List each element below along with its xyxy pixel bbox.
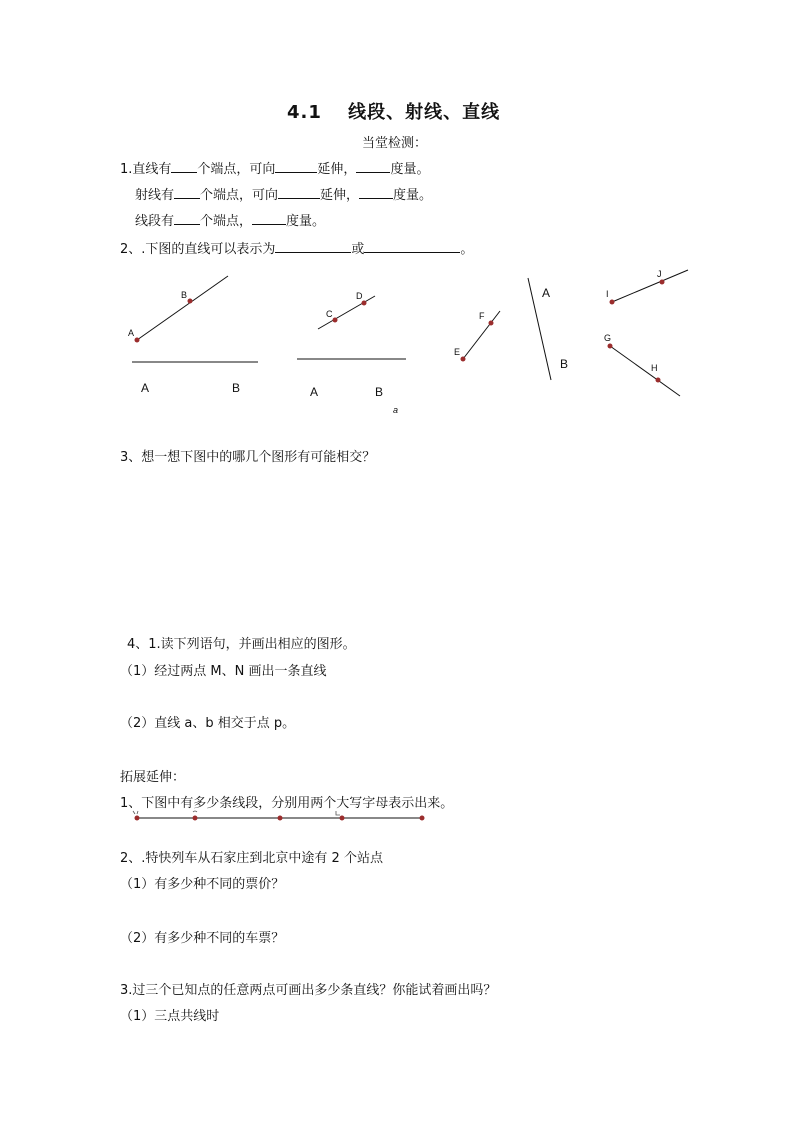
ext-q2-item2: （2）有多少种不同的车票？ bbox=[120, 931, 285, 946]
q1-line1: 1.直线有 个端点，可向 延伸， 度量。 bbox=[120, 162, 430, 177]
ext-point-5 bbox=[420, 816, 425, 821]
label-A4: A bbox=[542, 286, 551, 300]
ext-heading: 拓展延伸： bbox=[120, 770, 186, 785]
q4-text: 4、1.读下列语句，并画出相应的图形。 bbox=[127, 637, 356, 652]
label-B3: B bbox=[375, 385, 384, 399]
q1-line3: 线段有 个端点， 度量。 bbox=[135, 214, 326, 229]
point-J bbox=[660, 280, 665, 285]
label-B: B bbox=[181, 290, 188, 300]
line-AB bbox=[137, 276, 228, 340]
ray-GH bbox=[610, 346, 680, 396]
point-D bbox=[362, 301, 367, 306]
point-A bbox=[135, 338, 140, 343]
label-B4: B bbox=[560, 357, 569, 371]
ext-point-2 bbox=[193, 816, 198, 821]
point-E bbox=[461, 357, 466, 362]
label-G: G bbox=[604, 333, 612, 343]
point-F bbox=[489, 321, 494, 326]
point-B bbox=[188, 299, 193, 304]
label-D: D bbox=[356, 291, 363, 301]
point-G bbox=[608, 344, 613, 349]
ext-q3-item1: （1）三点共线时 bbox=[120, 1009, 220, 1024]
q2-text: 2、.下图的直线可以表示为 或 。 bbox=[120, 242, 474, 257]
label-C: C bbox=[326, 309, 333, 319]
label-J: J bbox=[657, 269, 662, 279]
label-B2: B bbox=[232, 381, 241, 395]
label-A: A bbox=[128, 328, 135, 338]
label-A2: A bbox=[141, 381, 150, 395]
page-subtitle: 当堂检测： bbox=[362, 136, 428, 151]
label-I: I bbox=[606, 289, 609, 299]
page-title: 4.1 线段、射线、直线 bbox=[287, 102, 501, 123]
ext-point-4 bbox=[340, 816, 345, 821]
ray-IJ bbox=[612, 270, 688, 302]
ext-q2: 2、.特快列车从石家庄到北京中途有 2 个站点 bbox=[120, 851, 383, 866]
q3-text: 3、想一想下图中的哪几个图形有可能相交？ bbox=[120, 450, 376, 465]
ext-q1: 1、下图中有多少条线段，分别用两个大写字母表示出来。 bbox=[120, 796, 454, 811]
q4-item1: （1）经过两点 M、N 画出一条直线 bbox=[120, 664, 327, 679]
point-C bbox=[333, 318, 338, 323]
label-A3: A bbox=[310, 385, 319, 399]
tick-mark bbox=[133, 811, 138, 814]
tick-mark bbox=[336, 811, 340, 815]
label-F: F bbox=[479, 311, 485, 321]
tick-mark bbox=[193, 811, 197, 812]
label-H: H bbox=[651, 363, 658, 373]
label-E: E bbox=[454, 347, 461, 357]
point-H bbox=[656, 378, 661, 383]
q1-line2: 射线有 个端点，可向 延伸， 度量。 bbox=[135, 188, 433, 203]
point-I bbox=[610, 300, 615, 305]
ext-point-3 bbox=[278, 816, 283, 821]
label-a: a bbox=[393, 405, 399, 415]
ext-q3: 3.过三个已知点的任意两点可画出多少条直线？你能试着画出吗？ bbox=[120, 983, 497, 998]
ext-q2-item1: （1）有多少种不同的票价？ bbox=[120, 877, 285, 892]
q4-item2: （2）直线 a、b 相交于点 p。 bbox=[120, 716, 296, 731]
ext-point-1 bbox=[135, 816, 140, 821]
